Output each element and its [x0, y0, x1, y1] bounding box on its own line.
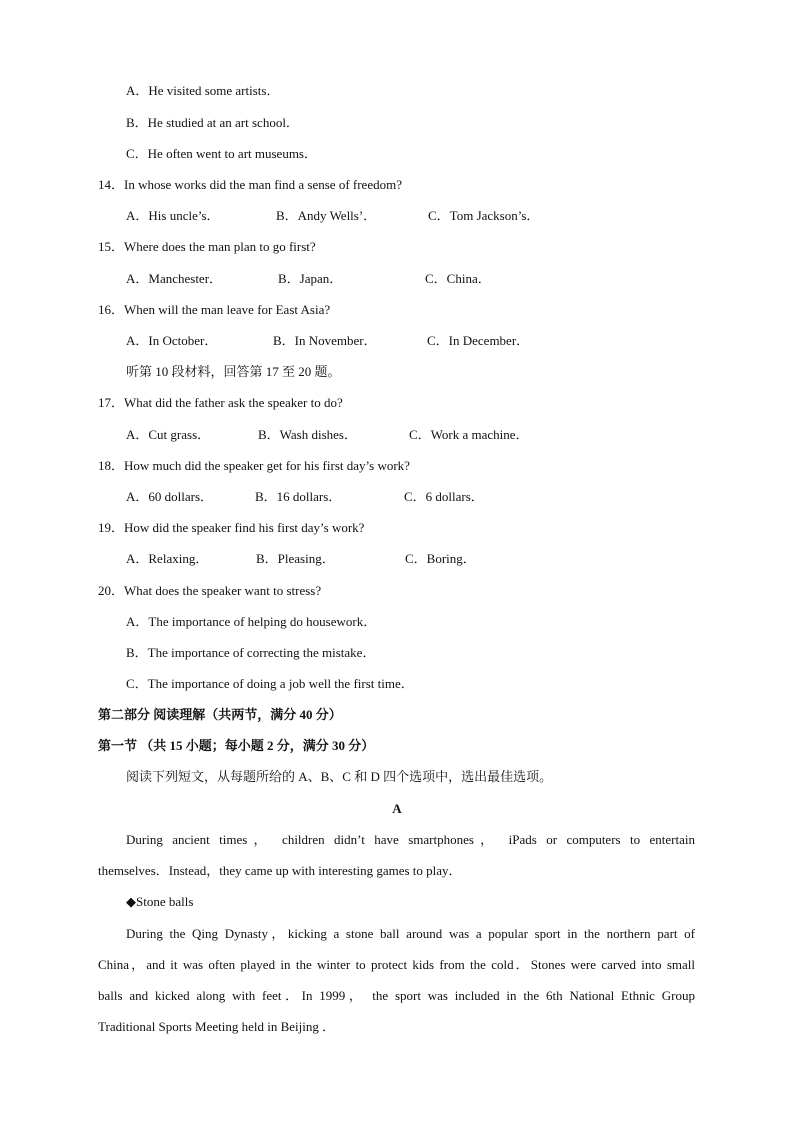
q13-option-b: B．He studied at an art school． [126, 115, 299, 130]
q20-option-a: A．The importance of helping do housework． [126, 614, 377, 629]
part2-heading: 第二部分 阅读理解（共两节，满分 40 分） [98, 707, 342, 722]
q17-option-c: C．Work a machine． [409, 427, 529, 442]
q15-option-a: A．Manchester． [126, 271, 223, 286]
q20-option-c: C．The importance of doing a job well the first time． [126, 676, 414, 691]
passage-label: A [392, 801, 402, 816]
q20-option-b: B．The importance of correcting the mistake． [126, 645, 376, 660]
q15-stem: 15．Where does the man plan to go first? [98, 239, 316, 254]
q20-stem: 20．What does the speaker want to stress? [98, 583, 322, 598]
q13-option-a: A．He visited some artists． [126, 83, 280, 98]
q14-option-b: B．Andy Wells’． [276, 208, 377, 223]
q18-option-a: A．60 dollars． [126, 489, 214, 504]
passage-p2-line3: balls and kicked along with feet．In 1999， the sport was included in the 6th National Ethnic Group [98, 988, 695, 1003]
q17-option-a: A．Cut grass． [126, 427, 211, 442]
q16-option-a: A．In October． [126, 333, 218, 348]
q13-option-c: C．He often went to art museums． [126, 146, 317, 161]
q16-stem: 16．When will the man leave for East Asia? [98, 302, 331, 317]
passage-p2-line2: China，and it was often played in the winter to protect kids from the cold．Stones were carved into small [98, 957, 695, 972]
q16-option-c: C．In December． [427, 333, 530, 348]
q19-option-a: A．Relaxing． [126, 551, 209, 566]
passage-p2-line1: During the Qing Dynasty，kicking a stone ball around was a popular sport in the northern part of [126, 926, 695, 941]
q14-stem: 14．In whose works did the man find a sense of freedom? [98, 177, 402, 192]
passage-p1-line2: themselves．Instead，they came up with interesting games to play． [98, 863, 462, 878]
q19-option-c: C．Boring． [405, 551, 476, 566]
q17-option-b: B．Wash dishes． [258, 427, 357, 442]
reading-instruction: 阅读下列短文，从每题所给的 A、B、C 和 D 四个选项中，选出最佳选项。 [126, 769, 553, 784]
section1-heading: 第一节 （共 15 小题；每小题 2 分，满分 30 分） [98, 738, 375, 753]
q19-option-b: B．Pleasing． [256, 551, 335, 566]
q15-option-b: B．Japan． [278, 271, 343, 286]
q17-stem: 17．What did the father ask the speaker to do? [98, 395, 343, 410]
q14-option-a: A．His uncle’s． [126, 208, 220, 223]
passage-p2-line4: Traditional Sports Meeting held in Beijing ． [98, 1019, 336, 1034]
q14-option-c: C．Tom Jackson’s． [428, 208, 540, 223]
section10-instruction: 听第 10 段材料，回答第 17 至 20 题。 [126, 364, 341, 379]
q16-option-b: B．In November． [273, 333, 377, 348]
q18-stem: 18．How much did the speaker get for his first day’s work? [98, 458, 410, 473]
passage-p1-line1: During ancient times， children didn’t have smartphones， iPads or computers to entertain [126, 832, 695, 847]
q18-option-b: B．16 dollars． [255, 489, 342, 504]
passage-subheading-stone-balls: ◆Stone balls [126, 894, 194, 909]
q18-option-c: C．6 dollars． [404, 489, 484, 504]
q15-option-c: C．China． [425, 271, 491, 286]
q19-stem: 19．How did the speaker find his first day’s work? [98, 520, 365, 535]
